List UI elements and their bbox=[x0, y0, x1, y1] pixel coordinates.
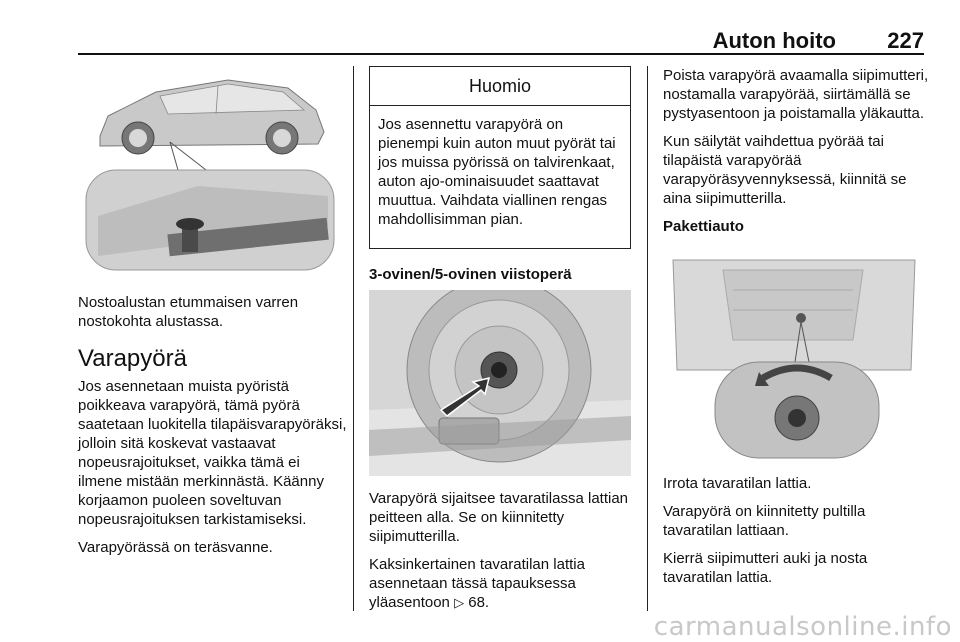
paragraph: Varapyörä on kiinnitetty pultilla tavaratilan lattiaan. bbox=[663, 503, 866, 539]
spare-wheel-trunk-illustration bbox=[369, 290, 631, 476]
page-reference-icon: ▷ bbox=[454, 595, 465, 610]
figure-caption: Nostoalustan etummaisen varren nostokohta alustassa. bbox=[78, 294, 299, 330]
watermark: carmanualsonline.info bbox=[653, 612, 952, 642]
chapter-title: Auton hoito bbox=[712, 28, 836, 53]
page-header bbox=[78, 28, 924, 52]
jack-point-illustration bbox=[78, 66, 340, 282]
paragraph-text: Kaksinkertainen tavaratilan lattia asennetaan tässä tapauksessa yläasentoon bbox=[369, 556, 585, 611]
van-cargo-illustration bbox=[663, 250, 925, 462]
section-title: Varapyörä bbox=[78, 345, 187, 372]
subheading: 3-ovinen/5-ovinen viistoperä bbox=[369, 266, 572, 283]
paragraph-with-reference bbox=[369, 555, 639, 612]
note-box bbox=[369, 66, 631, 249]
column-divider-right bbox=[647, 66, 648, 611]
column-divider-left bbox=[353, 66, 354, 611]
paragraph: Varapyörä sijaitsee tavaratilassa lattian peitteen alla. Se on kiinnitetty siipimutterilla. bbox=[369, 490, 629, 545]
subheading: Pakettiauto bbox=[663, 218, 744, 235]
paragraph: Irrota tavaratilan lattia. bbox=[663, 475, 812, 492]
paragraph: Jos asennetaan muista pyöristä poikkeava varapyörä, tämä pyörä saatetaan luokitella tilapäisvarapyöräksi, jolloin sitä koskevat vastaavat nopeusrajoitukset, vaikka tämä ei ilmene mistään merkinnästä. Käänny korjaamon puoleen soveltuvan nopeusrajoituksen tarkistamiseksi. bbox=[78, 378, 347, 528]
column-right bbox=[663, 66, 931, 236]
header-rule bbox=[78, 53, 924, 55]
page-number: 227 bbox=[887, 28, 924, 53]
paragraph: Kun säilytät vaihdettua pyörää tai tilapäistä varapyörää varapyöräsyvennyksessä, kiinnitä se aina siipimutterilla. bbox=[663, 133, 907, 207]
column-middle-subhead bbox=[369, 265, 639, 284]
page-reference[interactable]: 68. bbox=[468, 594, 490, 611]
paragraph: Kierrä siipimutteri auki ja nosta tavaratilan lattia. bbox=[663, 550, 868, 586]
note-text: Jos asennettu varapyörä on pienempi kuin auton muut pyörät tai jos muissa pyörissä on talvirenkaat, auton ajo-ominaisuudet saattavat muuttua. Vaihdata viallinen rengas mahdollisimman pian. bbox=[378, 116, 616, 228]
column-middle bbox=[369, 489, 639, 621]
paragraph: Varapyörässä on teräsvanne. bbox=[78, 539, 273, 556]
column-right-bottom bbox=[663, 474, 931, 596]
paragraph: Poista varapyörä avaamalla siipimutteri, nostamalla varapyörää, siirtämällä se pystyasentoon ja poistamalla yläkautta. bbox=[663, 67, 929, 122]
column-left bbox=[78, 293, 348, 566]
note-title: Huomio bbox=[370, 67, 630, 106]
